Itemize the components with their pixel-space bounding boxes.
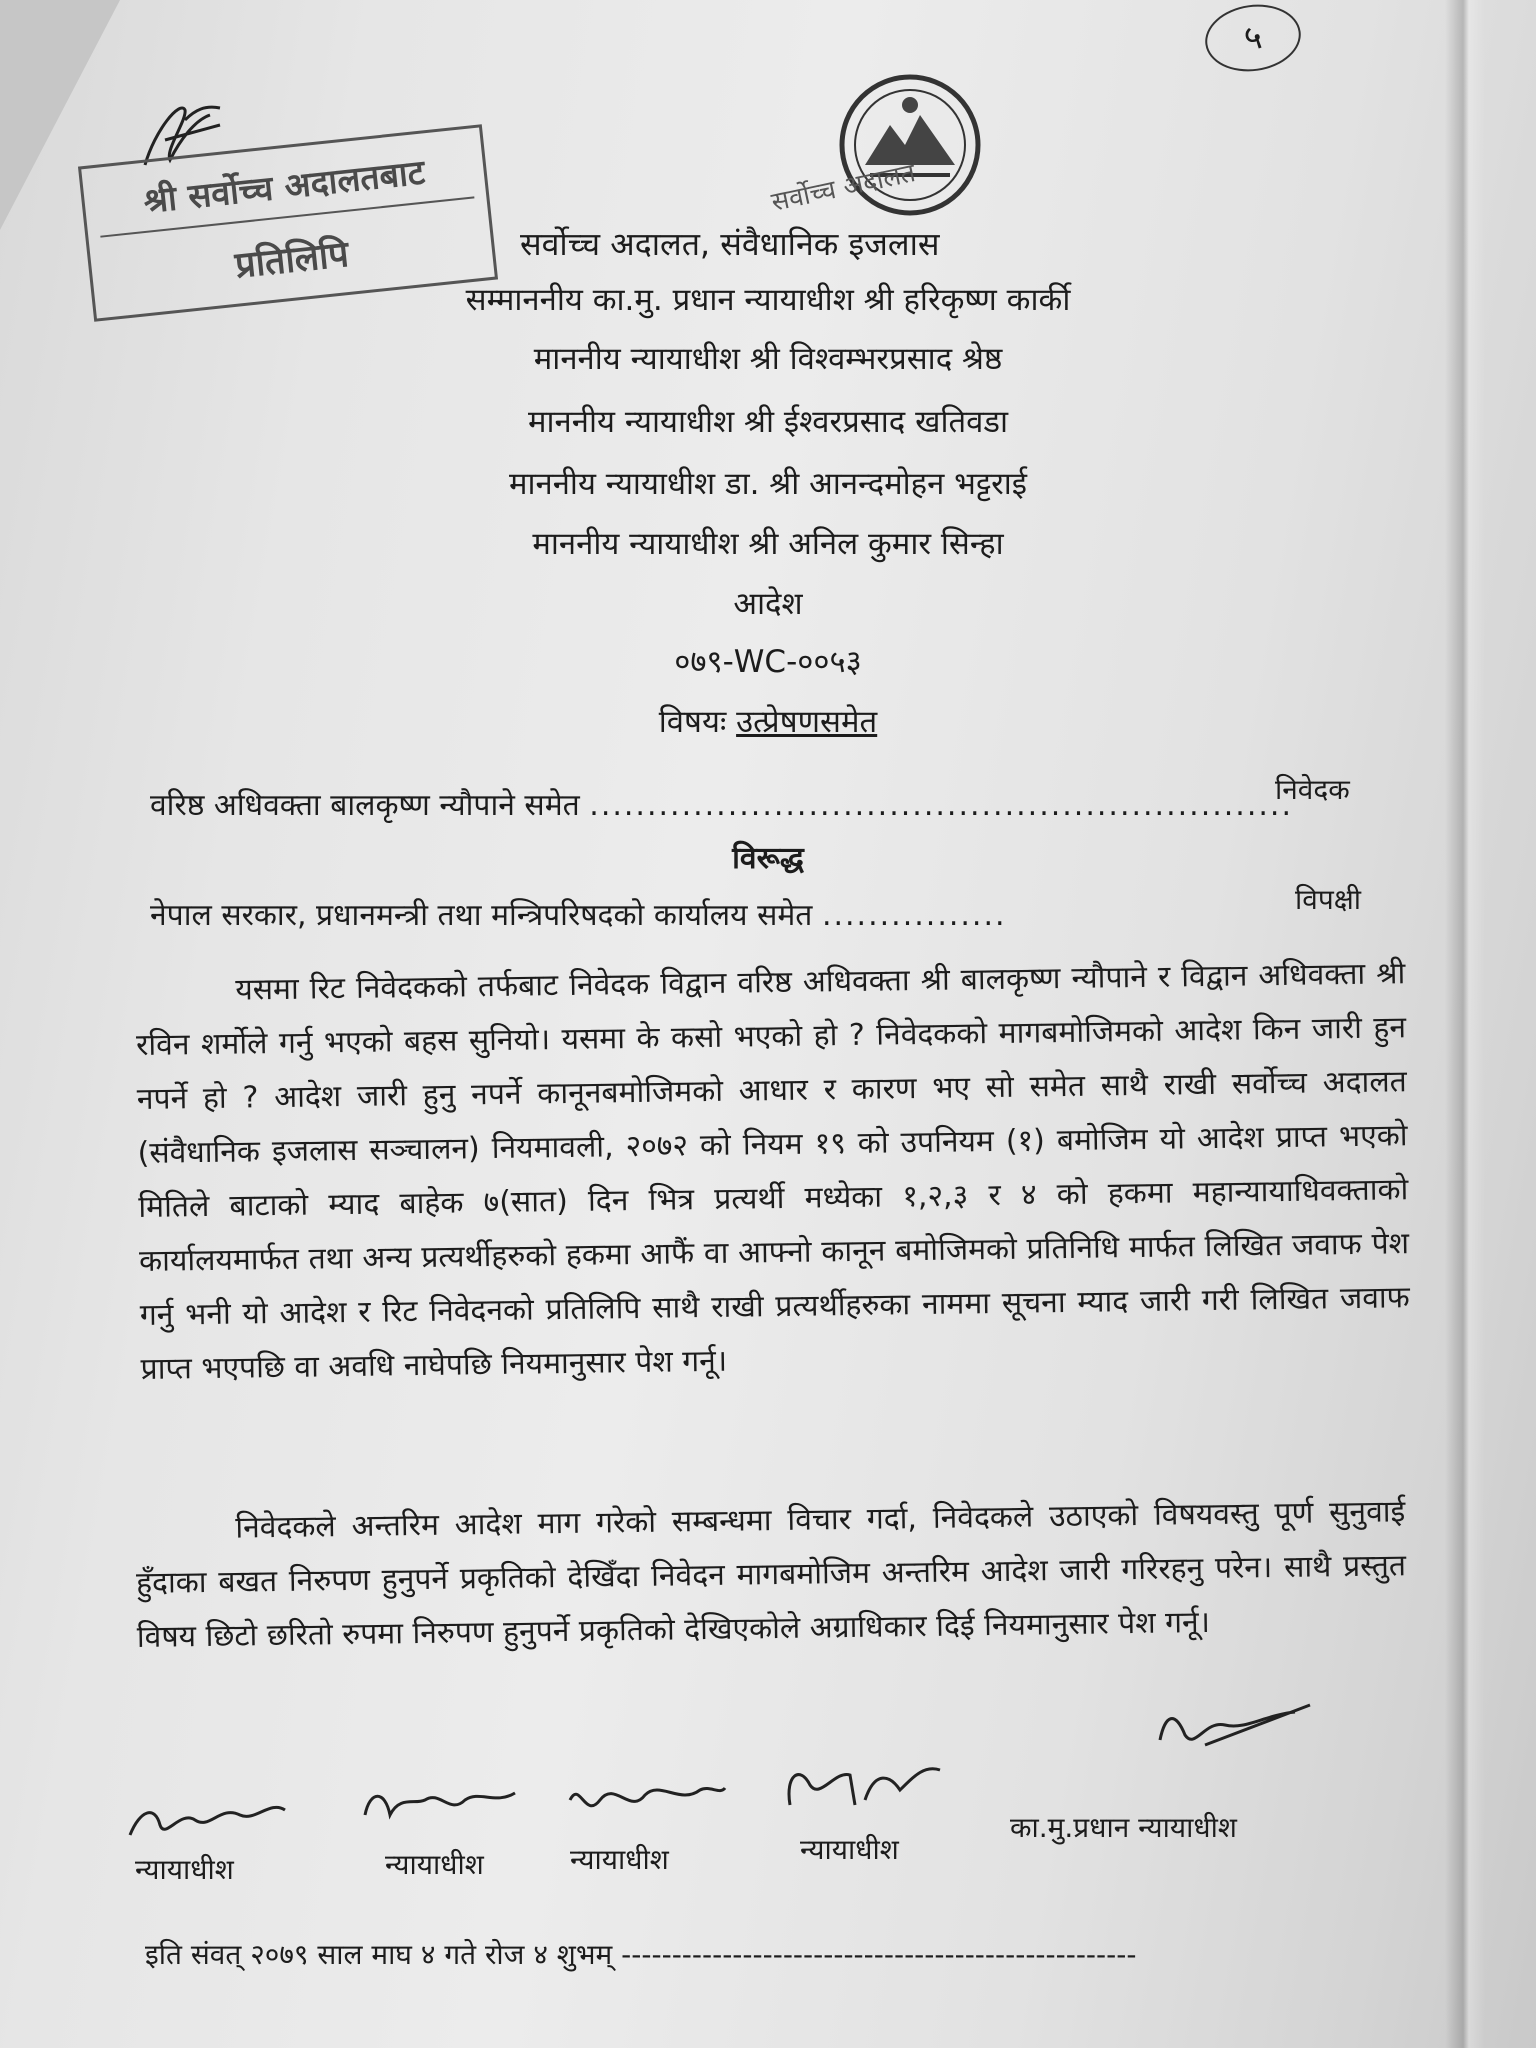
respondent-name: नेपाल सरकार, प्रधानमन्त्री तथा मन्त्रिपरिषदको कार्यालय समेत	[150, 898, 813, 933]
stamp-line-1: श्री सर्वोच्च अदालतबाट	[95, 143, 475, 238]
order-paragraph-1: यसमा रिट निवेदकको तर्फबाट निवेदक विद्वान वरिष्ठ अधिवक्ता श्री बालकृष्ण न्यौपाने र विद्वान अधिवक्ता श्री रविन शर्मोले गर्नु भएको बहस सुनियो। यसमा के कसो भएको हो ? निवेदकको मागबमोजिमको आदेश किन जारी हुन नपर्ने हो ? आदेश जारी हुनु नपर्ने कानूनबमोजिमको आधार र कारण भए सो समेत साथै राखी सर्वोच्च अदालत (संवैधानिक इजलास सञ्चालन) नियमावली, २०७२ को नियम १९ को उपनियम (१) बमोजिम यो आदेश प्राप्त भएको मितिले बाटाको म्याद बाहेक ७(सात) दिन भित्र प्रत्यर्थी मध्येका १,२,३ र ४ को हकमा महान्यायाधिवक्ताको कार्यालयमार्फत तथा अन्य प्रत्यर्थीहरुको हकमा आफैं वा आफ्नो कानून बमोजिमको प्रतिनिधि मार्फत लिखित जवाफ पेश गर्नु भनी यो आदेश र रिट निवेदनको प्रतिलिपि साथै राखी प्रत्यर्थीहरुका नाममा सूचना म्याद जारी गरी लिखित जवाफ प्राप्त भएपछि वा अवधि नाघेपछि नियमानुसार पेश गर्नू।	[135, 956, 1411, 1387]
date-line	[145, 1935, 1136, 1973]
judge-line: माननीय न्यायाधीश श्री ईश्वरप्रसाद खतिवडा	[527, 404, 1009, 440]
respondent-role: विपक्षी	[1295, 883, 1362, 916]
respondent-line	[150, 893, 1007, 934]
date-dashes: ---------------------------------------------------	[621, 1938, 1137, 1971]
subject-line	[0, 700, 1536, 742]
judge-line: सम्माननीय का.मु. प्रधान न्यायाधीश श्री हरिकृष्ण कार्की	[465, 282, 1071, 318]
order-title: आदेश	[733, 586, 803, 622]
stamp-line-2: प्रतिलिपि	[233, 233, 351, 287]
versus-label: विरूद्ध	[732, 841, 804, 876]
signature-label: न्यायाधीश	[570, 1843, 669, 1876]
court-name: सर्वोच्च अदालत, संवैधानिक इजलास	[520, 225, 940, 263]
judge-line: माननीय न्यायाधीश डा. श्री आनन्दमोहन भट्टराई	[508, 466, 1028, 502]
respondent-dots: ................	[821, 898, 1007, 933]
judge-signature	[120, 1790, 290, 1850]
judge-signature	[775, 1755, 945, 1815]
petitioner-dots: .............................................................	[589, 788, 1293, 823]
judge-signature	[560, 1770, 730, 1830]
acting-chief-justice-signature	[1145, 1700, 1315, 1760]
signature-label: न्यायाधीश	[385, 1848, 484, 1881]
petitioner-role: निवेदक	[1275, 773, 1350, 806]
case-number: ०७९-WC-००५३	[674, 644, 862, 680]
judge-line: माननीय न्यायाधीश श्री विश्वम्भरप्रसाद श्रेष्ठ	[533, 341, 1003, 377]
emblem-caption: सर्वोच्च अदालत	[768, 158, 919, 218]
order-paragraph-2: निवेदकले अन्तरिम आदेश माग गरेको सम्बन्धमा विचार गर्दा, निवेदकले उठाएको विषयवस्तु पूर्ण सुनुवाई हुँदाका बखत निरुपण हुनुपर्ने प्रकृतिको देखिँदा निवेदन मागबमोजिम अन्तरिम आदेश जारी गरिरहनु परेन। साथै प्रस्तुत विषय छिटो छरितो रुपमा निरुपण हुनुपर्ने प्रकृतिको देखिएकोले अग्राधिकार दिई नियमानुसार पेश गर्नू।	[135, 1494, 1407, 1655]
petitioner-line	[150, 783, 1293, 824]
petitioner-name: वरिष्ठ अधिवक्ता बालकृष्ण न्यौपाने समेत	[150, 788, 580, 823]
signature-label: न्यायाधीश	[800, 1833, 899, 1866]
signature-label: न्यायाधीश	[135, 1853, 234, 1886]
judge-signature	[355, 1775, 525, 1835]
subject-label: विषयः	[658, 704, 727, 740]
date-text: इति संवत् २०७९ साल माघ ४ गते रोज ४ शुभम्	[145, 1938, 613, 1971]
signature-label: का.मु.प्रधान न्यायाधीश	[1010, 1811, 1237, 1844]
judge-line: माननीय न्यायाधीश श्री अनिल कुमार सिन्हा	[532, 526, 1004, 562]
subject-value: उत्प्रेषणसमेत	[736, 704, 878, 740]
page-number: ५	[1201, 0, 1305, 77]
